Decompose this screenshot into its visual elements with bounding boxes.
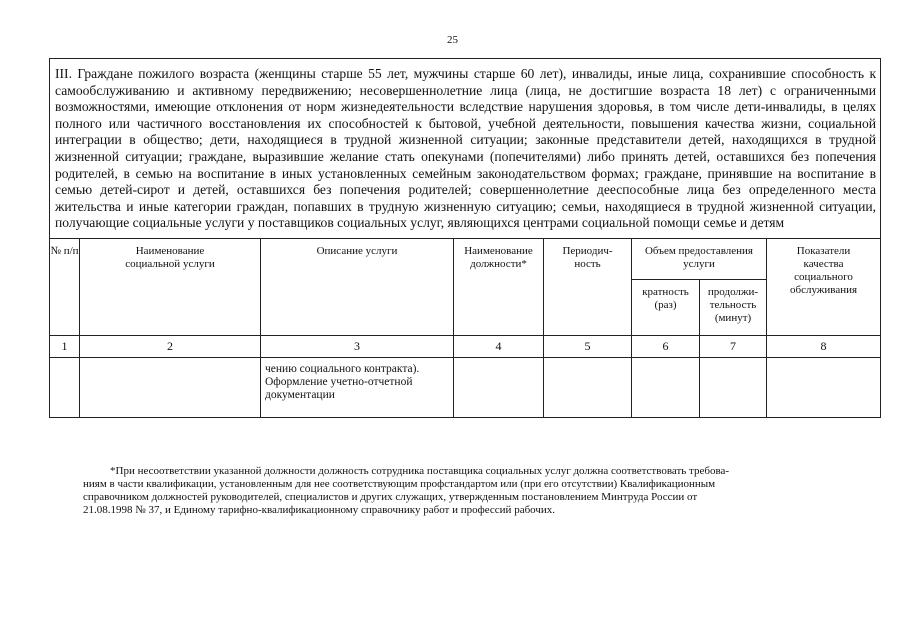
header-description: Описание услуги (261, 238, 454, 335)
section-heading: III. Граждане пожилого возраста (женщины старше 55 лет, мужчины старше 60 лет), инвалиды, иные лица, сохранившие способность к самообслуживанию и активному передвижению; несовершеннолетние лица (лица, не достигшие возраста 18 лет) с ограниченными возможностями, имеющие отклонения от норм жизнедеятельности вследствие нарушения здоровья, в том числе дети-инвалиды, в целях полного или частичного восстановления их способностей к бытовой, учебной деятельности, повышения качества жизни, социальной интеграции в общество; дети, находящиеся в трудной жизненной ситуации; законные представители детей, находящихся в трудной жизненной ситуации; граждане, выразившие желание стать опекунами (попечителями) либо принять детей, оставшихся без попечения родителей, в семью на воспитание в иных установленных семейным законодательством формах; граждане, принявшие на воспитание в семью детей-сирот и детей, оставшихся без попечения родителей; совершеннолетние дееспособные лица без определенного места жительства и иные категории граждан, попавших в трудную жизненную ситуацию; семьи, находящиеся в трудной жизненной ситуации, получающие социальные услуги у поставщиков социальных услуг, являющихся центрами социальной помощи семье и детям (50, 59, 881, 239)
column-number: 3 (261, 335, 454, 357)
header-quality: Показатели качества социального обслуживания (767, 238, 881, 335)
footnote-line: 21.08.1998 № 37, и Единому тарифно-квалификационному справочнику работ и профессий рабочих. (83, 504, 556, 516)
column-number: 6 (632, 335, 700, 357)
column-number-row (50, 335, 881, 357)
cell-description: чению социального контракта). Оформление учетно-отчетной документации (261, 357, 454, 417)
footnote-line: справочником должностей руководителей, специалистов и других служащих, утвержденным постановлением Минтруда России от (83, 491, 698, 503)
cell-service-name (80, 357, 261, 417)
header-volume: Объем предоставления услуги (632, 238, 767, 279)
cell-frequency (632, 357, 700, 417)
header-frequency: кратность (раз) (632, 279, 700, 335)
column-number: 2 (80, 335, 261, 357)
header-duration: продолжи-тельность (минут) (700, 279, 767, 335)
footnote-line: *При несоответствии указанной должности должность сотрудника поставщика социальных услуг должна соответствовать требова- (110, 465, 730, 477)
cell-quality (767, 357, 881, 417)
page-number: 25 (447, 34, 458, 46)
header-num: № п/п (50, 238, 80, 335)
column-number: 5 (544, 335, 632, 357)
table-row (50, 357, 881, 417)
header-service-name: Наименование социальной услуги (80, 238, 261, 335)
column-number: 4 (454, 335, 544, 357)
column-number: 7 (700, 335, 767, 357)
column-number: 1 (50, 335, 80, 357)
cell-duration (700, 357, 767, 417)
footnote-line: ниям в части квалификации, установленным для нее соответствующим профстандартом или (при его отсутствии) Квалификационным (83, 478, 716, 490)
cell-periodicity (544, 357, 632, 417)
column-number: 8 (767, 335, 881, 357)
services-table (49, 58, 881, 418)
header-periodicity: Периодич-ность (544, 238, 632, 335)
header-row-1 (50, 238, 881, 279)
section-row (50, 59, 881, 239)
cell-position (454, 357, 544, 417)
cell-num (50, 357, 80, 417)
header-position: Наименование должности* (454, 238, 544, 335)
footnote (83, 465, 850, 517)
